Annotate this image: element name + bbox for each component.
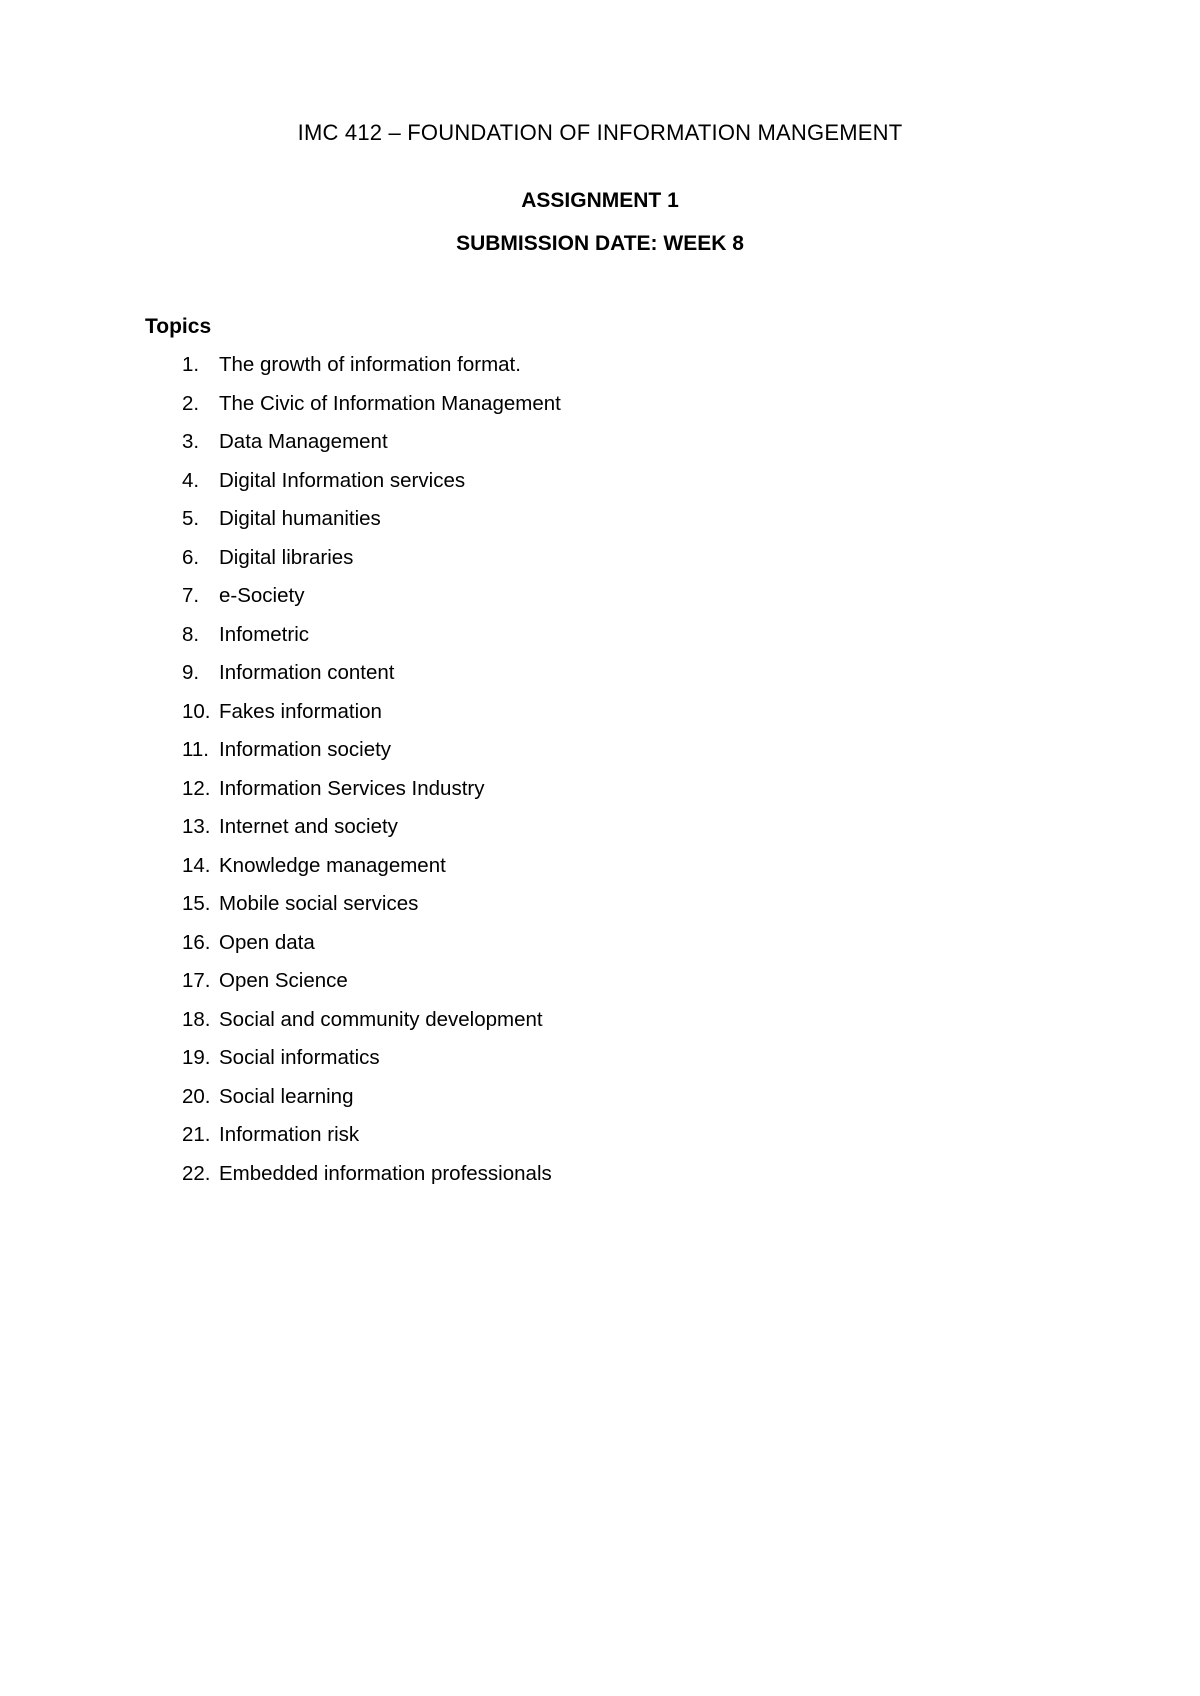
topic-text: Internet and society — [219, 815, 398, 838]
topic-number: 6. — [182, 545, 200, 569]
topic-text: Data Management — [219, 430, 388, 453]
topic-text: The growth of information format. — [219, 353, 521, 376]
topic-number: 19. — [182, 1046, 211, 1069]
topic-text: Digital libraries — [219, 545, 354, 569]
assignment-title: ASSIGNMENT 1 — [521, 189, 679, 212]
topic-item — [0, 699, 1200, 738]
topic-text: Information risk — [219, 1123, 360, 1146]
topic-text: Digital Information services — [219, 468, 466, 492]
topic-item — [0, 468, 1200, 507]
topic-text: The Civic of Information Management — [219, 391, 561, 415]
topic-text: Fakes information — [219, 699, 382, 723]
topic-number: 15. — [182, 892, 211, 915]
topic-text: Social informatics — [219, 1046, 380, 1069]
topic-item — [0, 660, 1200, 699]
topic-text: Digital humanities — [219, 507, 381, 530]
topic-text: Embedded information professionals — [219, 1161, 552, 1185]
topic-text: Open data — [219, 930, 315, 954]
topic-item — [0, 1084, 1200, 1123]
topic-item — [0, 1161, 1200, 1200]
topic-number: 7. — [182, 584, 200, 607]
topic-item — [0, 737, 1200, 776]
topic-text: Open Science — [219, 969, 348, 992]
topic-item — [0, 968, 1200, 1007]
topic-number: 2. — [182, 391, 200, 415]
topic-number: 5. — [182, 507, 200, 530]
topic-item — [0, 891, 1200, 930]
topic-text: Information society — [219, 738, 392, 761]
topic-number: 12. — [182, 776, 211, 800]
topics-heading: Topics — [145, 315, 212, 338]
topic-number: 20. — [182, 1084, 211, 1108]
topic-item — [0, 930, 1200, 969]
topic-number: 3. — [182, 430, 200, 453]
course-title: IMC 412 – FOUNDATION OF INFORMATION MANGEMENT — [297, 120, 903, 145]
topic-item — [0, 1122, 1200, 1161]
topic-item — [0, 853, 1200, 892]
topic-text: Information Services Industry — [219, 776, 485, 800]
topic-number: 1. — [182, 353, 200, 376]
topic-item — [0, 1045, 1200, 1084]
topic-item — [0, 391, 1200, 430]
topic-number: 11. — [182, 738, 209, 761]
topic-text: Social learning — [219, 1084, 354, 1108]
topic-item — [0, 776, 1200, 815]
topic-number: 21. — [182, 1123, 211, 1146]
topic-text: Knowledge management — [219, 853, 446, 877]
topic-number: 10. — [182, 699, 211, 723]
topic-number: 22. — [182, 1161, 211, 1185]
topic-text: Infometric — [219, 622, 309, 646]
topic-text: Mobile social services — [219, 892, 419, 915]
topic-item — [0, 352, 1200, 391]
topic-item — [0, 583, 1200, 622]
topic-item — [0, 622, 1200, 661]
topic-number: 13. — [182, 815, 211, 838]
topic-number: 16. — [182, 930, 211, 954]
topic-item — [0, 1007, 1200, 1046]
topic-text: e-Society — [219, 584, 305, 607]
topic-number: 14. — [182, 853, 211, 877]
topic-number: 9. — [182, 661, 200, 684]
topic-text: Information content — [219, 661, 395, 684]
topic-item — [0, 545, 1200, 584]
topic-item — [0, 429, 1200, 468]
topic-number: 4. — [182, 468, 200, 492]
topic-number: 8. — [182, 622, 200, 646]
topic-number: 18. — [182, 1007, 211, 1031]
topic-item — [0, 506, 1200, 545]
topic-text: Social and community development — [219, 1007, 543, 1031]
submission-date: SUBMISSION DATE: WEEK 8 — [456, 232, 744, 255]
topic-item — [0, 814, 1200, 853]
topic-list — [0, 352, 1200, 1199]
topic-number: 17. — [182, 969, 211, 992]
